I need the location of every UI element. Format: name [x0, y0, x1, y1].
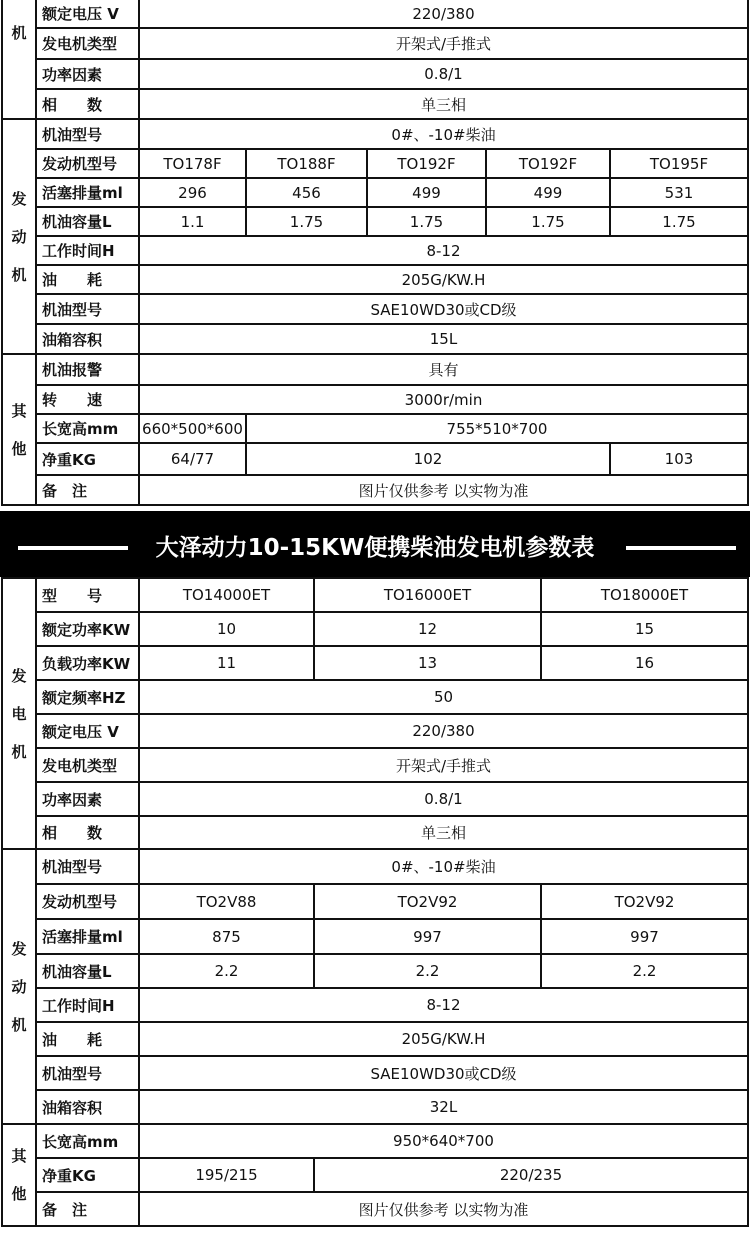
row-label: 功率因素 [36, 59, 139, 89]
cell: 499 [486, 178, 610, 207]
row-label: 活塞排量ml [36, 919, 139, 954]
row-value: SAE10WD30或CD级 [139, 294, 748, 324]
table-row [2, 0, 748, 28]
cell: 2.2 [541, 954, 748, 988]
cell: 499 [367, 178, 486, 207]
cell: 195/215 [139, 1158, 314, 1192]
cell: 1.75 [367, 207, 486, 236]
cell: 531 [610, 178, 748, 207]
row-label: 备 注 [36, 1192, 139, 1226]
cell: 12 [314, 612, 541, 646]
row-label: 功率因素 [36, 782, 139, 816]
row-value: 15L [139, 324, 748, 354]
row-label: 净重KG [36, 1158, 139, 1192]
row-label: 发电机类型 [36, 748, 139, 782]
table-row [2, 578, 748, 612]
row-value: 0.8/1 [139, 782, 748, 816]
row-value: 205G/KW.H [139, 265, 748, 294]
table-row [2, 178, 748, 207]
row-label: 油 耗 [36, 265, 139, 294]
row-label: 机油容量L [36, 954, 139, 988]
row-value: 0#、-10#柴油 [139, 849, 748, 884]
cell: TO188F [246, 149, 367, 178]
cell: 1.75 [486, 207, 610, 236]
cell: 660*500*600 [139, 414, 246, 443]
row-value: 0#、-10#柴油 [139, 119, 748, 149]
cell: 2.2 [139, 954, 314, 988]
row-label: 净重KG [36, 443, 139, 475]
cell: 64/77 [139, 443, 246, 475]
row-label: 备 注 [36, 475, 139, 505]
cell: TO192F [486, 149, 610, 178]
row-label: 额定电压 V [36, 714, 139, 748]
section-banner [0, 511, 750, 577]
cell: 102 [246, 443, 610, 475]
spec-table-top [1, 0, 749, 506]
row-value: 950*640*700 [139, 1124, 748, 1158]
row-value: SAE10WD30或CD级 [139, 1056, 748, 1090]
cell: 2.2 [314, 954, 541, 988]
cell: TO2V92 [314, 884, 541, 919]
cell: 16 [541, 646, 748, 680]
group-label-engine: 发 动 机 [2, 119, 36, 354]
table-row [2, 714, 748, 748]
group-label-other: 其 他 [2, 354, 36, 505]
table-row [2, 816, 748, 849]
table-row [2, 149, 748, 178]
row-label: 额定电压 V [36, 0, 139, 28]
row-value: 220/380 [139, 714, 748, 748]
row-label: 机油容量L [36, 207, 139, 236]
table-row [2, 354, 748, 385]
row-label: 转 速 [36, 385, 139, 414]
cell: 755*510*700 [246, 414, 748, 443]
row-label: 发动机型号 [36, 149, 139, 178]
row-label: 型 号 [36, 578, 139, 612]
row-label: 机油型号 [36, 119, 139, 149]
row-label: 长宽高mm [36, 1124, 139, 1158]
row-value: 单三相 [139, 89, 748, 119]
table-row [2, 1090, 748, 1124]
cell: 103 [610, 443, 748, 475]
cell: TO2V92 [541, 884, 748, 919]
cell: TO14000ET [139, 578, 314, 612]
cell: 11 [139, 646, 314, 680]
row-value: 220/380 [139, 0, 748, 28]
group-label-engine: 发 动 机 [2, 849, 36, 1124]
table-row [2, 988, 748, 1022]
row-value: 0.8/1 [139, 59, 748, 89]
table-row [2, 1056, 748, 1090]
row-label: 发电机类型 [36, 28, 139, 59]
table-row [2, 294, 748, 324]
cell: 1.1 [139, 207, 246, 236]
cell: 1.75 [610, 207, 748, 236]
cell: TO16000ET [314, 578, 541, 612]
table-row [2, 414, 748, 443]
row-label: 相 数 [36, 816, 139, 849]
table-row [2, 28, 748, 59]
row-label: 工作时间H [36, 236, 139, 265]
table-row [2, 59, 748, 89]
row-label: 长宽高mm [36, 414, 139, 443]
row-value: 开架式/手推式 [139, 28, 748, 59]
table-row [2, 884, 748, 919]
row-label: 油 耗 [36, 1022, 139, 1056]
cell: TO2V88 [139, 884, 314, 919]
cell: TO18000ET [541, 578, 748, 612]
table-row [2, 748, 748, 782]
row-value: 具有 [139, 354, 748, 385]
table-row [2, 646, 748, 680]
cell: 220/235 [314, 1158, 748, 1192]
row-label: 机油报警 [36, 354, 139, 385]
row-value: 205G/KW.H [139, 1022, 748, 1056]
table-row [2, 919, 748, 954]
row-label: 额定功率KW [36, 612, 139, 646]
cell: 997 [314, 919, 541, 954]
cell: 456 [246, 178, 367, 207]
table-row [2, 265, 748, 294]
row-label: 机油型号 [36, 294, 139, 324]
row-value: 32L [139, 1090, 748, 1124]
spec-table-bottom [1, 577, 749, 1227]
group-label-generator: 发 电 机 [2, 578, 36, 849]
table-row [2, 680, 748, 714]
table-row [2, 849, 748, 884]
cell: 13 [314, 646, 541, 680]
cell: TO178F [139, 149, 246, 178]
table-row [2, 324, 748, 354]
row-value: 开架式/手推式 [139, 748, 748, 782]
cell: 1.75 [246, 207, 367, 236]
table-row [2, 954, 748, 988]
table-row [2, 119, 748, 149]
cell: 15 [541, 612, 748, 646]
cell: TO195F [610, 149, 748, 178]
banner-rule-right [626, 546, 736, 550]
table-row [2, 1192, 748, 1226]
table-row [2, 1022, 748, 1056]
row-label: 机油型号 [36, 849, 139, 884]
row-label: 工作时间H [36, 988, 139, 1022]
table-row [2, 236, 748, 265]
row-value: 图片仅供参考 以实物为准 [139, 475, 748, 505]
table-row [2, 612, 748, 646]
cell: 997 [541, 919, 748, 954]
row-label: 活塞排量ml [36, 178, 139, 207]
group-label-generator: 机 [2, 0, 36, 119]
row-value: 8-12 [139, 236, 748, 265]
row-label: 机油型号 [36, 1056, 139, 1090]
row-label: 发动机型号 [36, 884, 139, 919]
table-row [2, 443, 748, 475]
table-row [2, 207, 748, 236]
row-value: 50 [139, 680, 748, 714]
row-label: 相 数 [36, 89, 139, 119]
cell: 875 [139, 919, 314, 954]
cell: 10 [139, 612, 314, 646]
row-value: 3000r/min [139, 385, 748, 414]
group-label-other: 其 他 [2, 1124, 36, 1226]
cell: TO192F [367, 149, 486, 178]
row-label: 油箱容积 [36, 1090, 139, 1124]
row-value: 8-12 [139, 988, 748, 1022]
banner-rule-left [18, 546, 128, 550]
row-label: 额定频率HZ [36, 680, 139, 714]
row-value: 图片仅供参考 以实物为准 [139, 1192, 748, 1226]
row-label: 负载功率KW [36, 646, 139, 680]
table-row [2, 1158, 748, 1192]
table-row [2, 475, 748, 505]
table-row [2, 385, 748, 414]
row-label: 油箱容积 [36, 324, 139, 354]
banner-title: 大泽动力10-15KW便携柴油发电机参数表 [155, 535, 595, 561]
table-row [2, 89, 748, 119]
table-row [2, 1124, 748, 1158]
table-row [2, 782, 748, 816]
row-value: 单三相 [139, 816, 748, 849]
cell: 296 [139, 178, 246, 207]
